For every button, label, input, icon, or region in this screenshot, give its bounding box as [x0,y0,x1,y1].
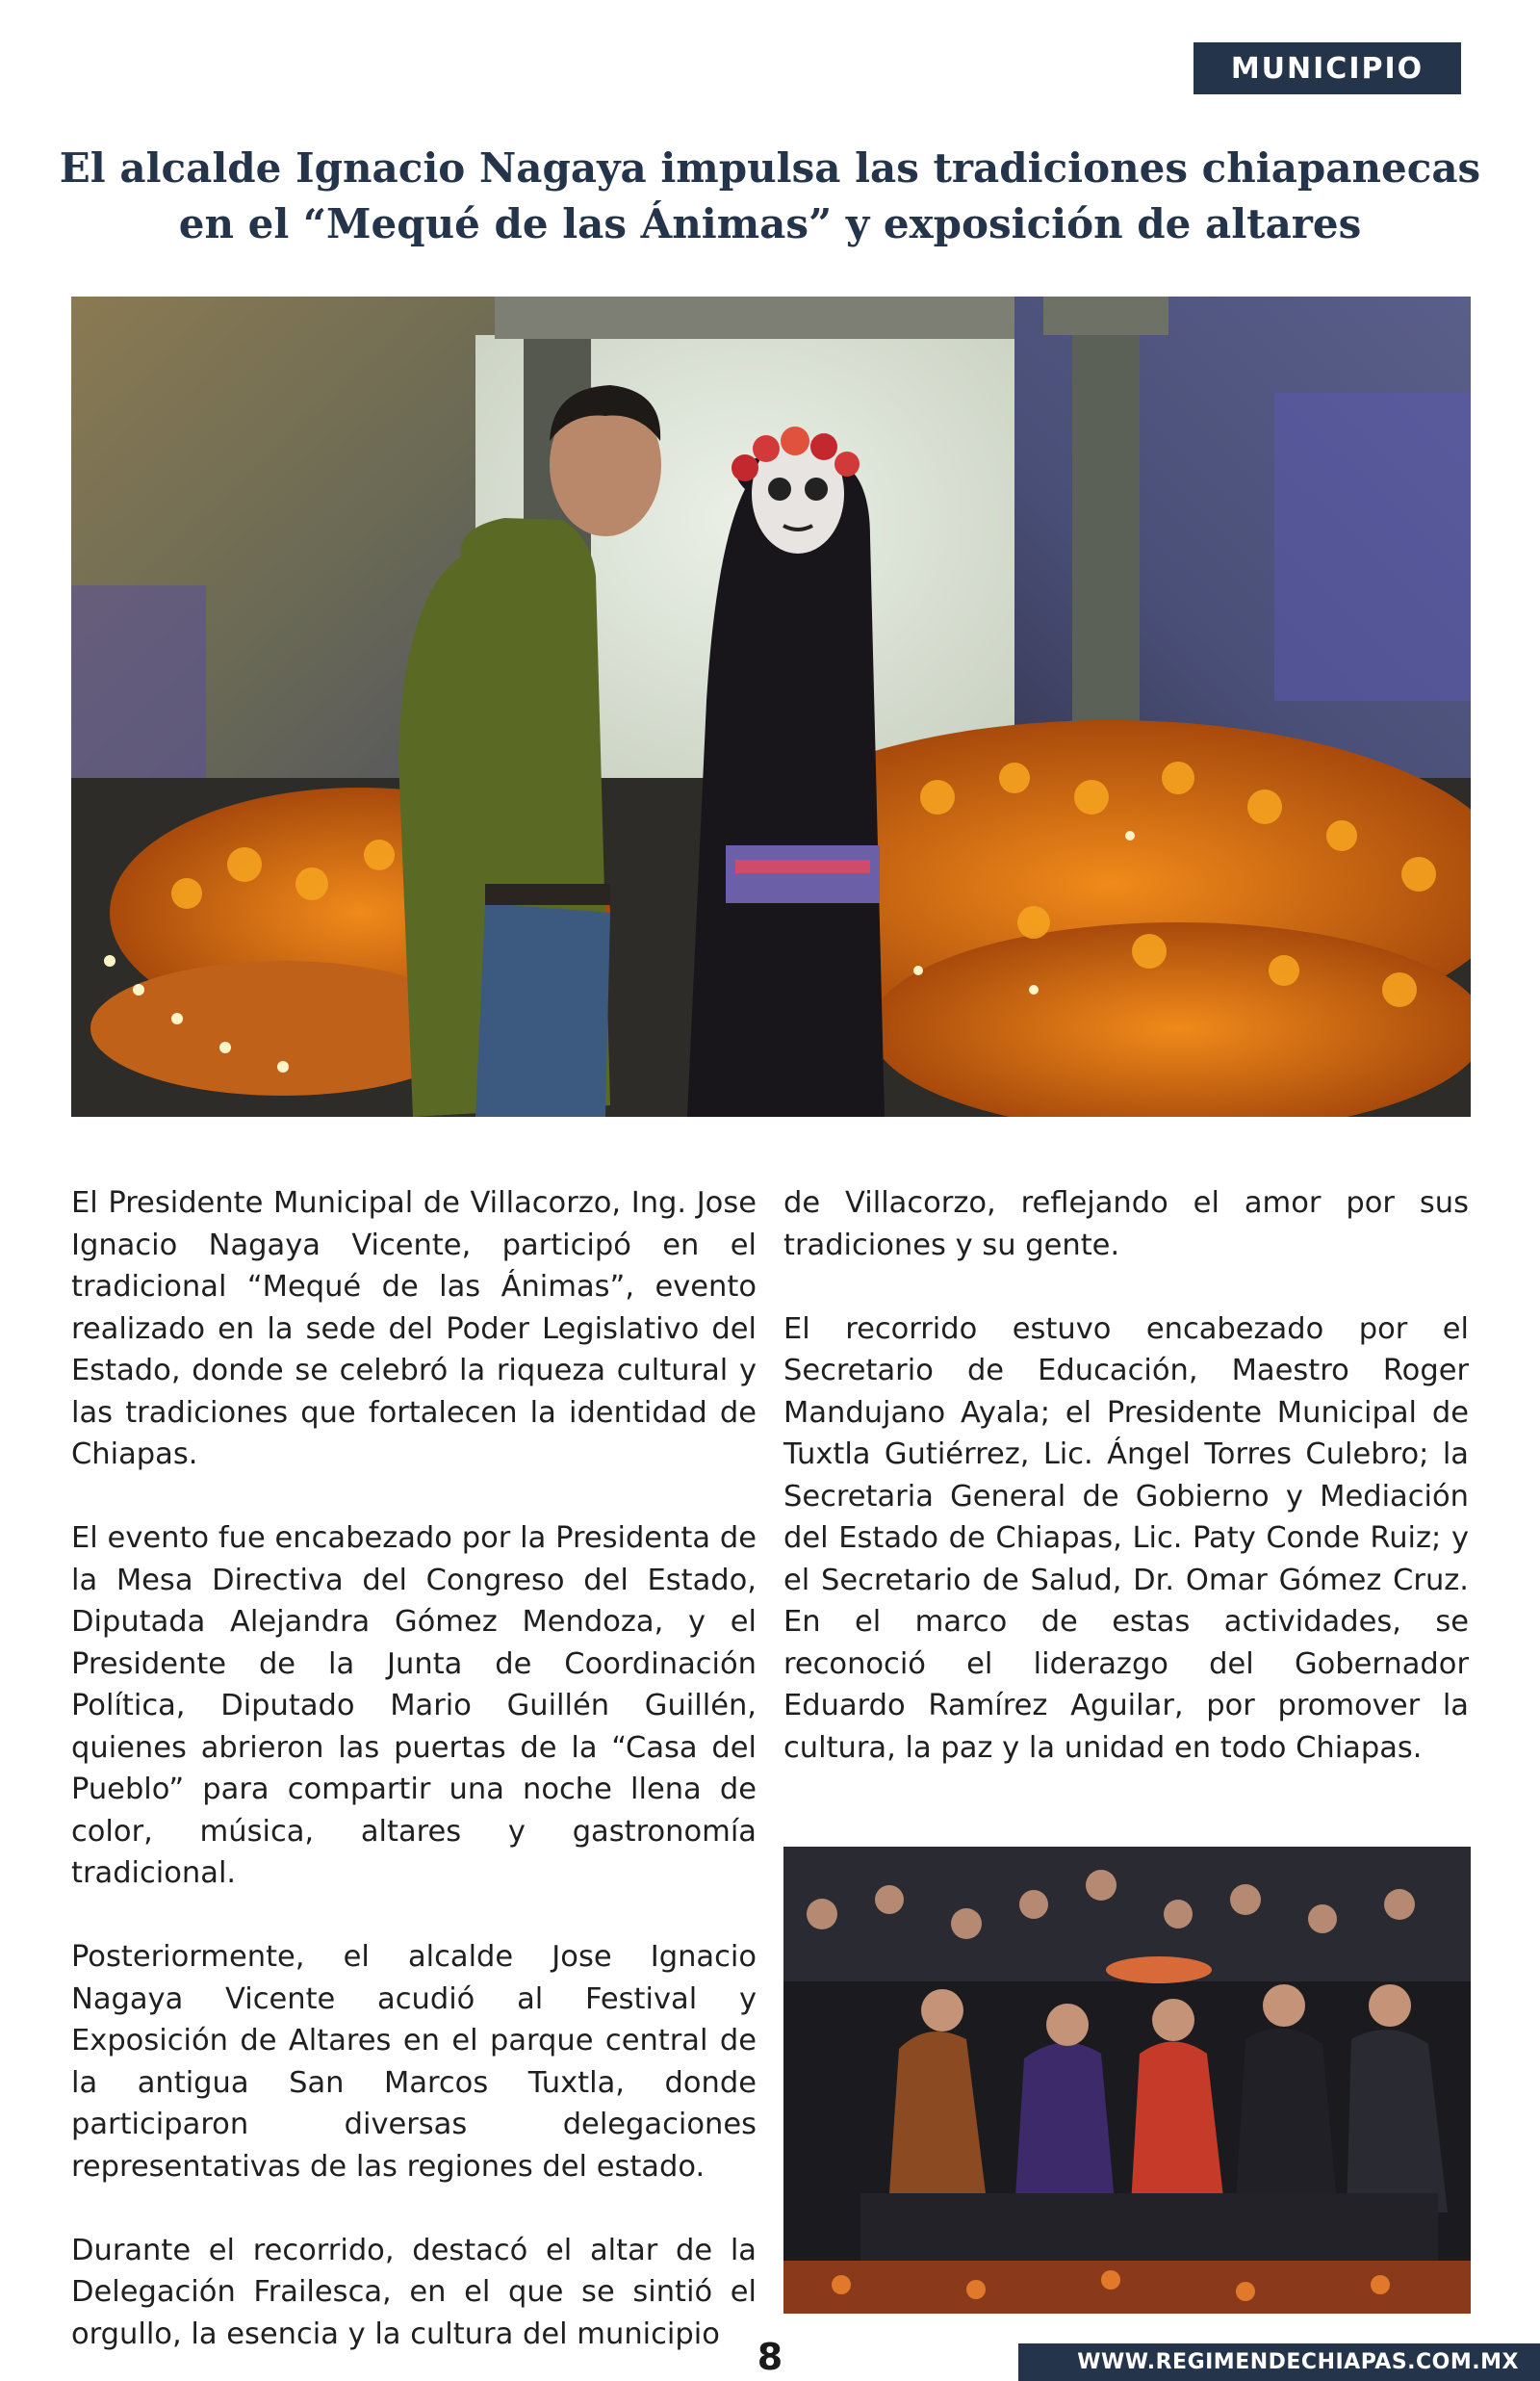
paragraph: El recorrido estuvo encabezado por el Secretario de Educación, Maestro Roger Mandujano Ayala; el Presidente Municipal de Tuxtla Gutiérrez, Lic. Ángel Torres Culebro; la Secretaria General de Gobierno y Mediación del Estado de Chiapas, Lic. Paty Conde Ruiz; y el Secretario de Salud, Dr. Omar Gómez Cruz. En el marco de estas actividades, se reconoció el liderazgo del Gobernador Eduardo Ramírez Aguilar, por promover la cultura, la paz y la unidad en todo Chiapas. [783,1311,1469,1765]
footer-website-url: WWW.REGIMENDECHIAPAS.COM.MX [1018,2343,1540,2381]
headline-line-2: en el “Mequé de las Ánimas” y exposición de altares [178,200,1362,247]
paragraph: Durante el recorrido, destacó el altar de la Delegación Frailesca, en el que se sintió el orgullo, la esencia y la cultura del municipio [71,2233,757,2351]
event-photo [783,1847,1471,2314]
article-right-column [783,1182,1469,1769]
main-photo [71,297,1471,1117]
paragraph: El Presidente Municipal de Villacorzo, Ing. Jose Ignacio Nagaya Vicente, participó en el tradicional “Mequé de las Ánimas”, evento realizado en la sede del Poder Legislativo del Estado, donde se celebró la riqueza cultural y las tradiciones que fortalecen la identidad de Chiapas. [71,1186,757,1471]
page-number: 8 [757,2336,783,2378]
section-label: MUNICIPIO [1194,42,1461,94]
article-headline [58,141,1482,252]
paragraph: Posteriormente, el alcalde Jose Ignacio Nagaya Vicente acudió al Festival y Exposición de Altares en el parque central de la antigua San Marcos Tuxtla, donde participaron diversas delegaciones representativas de las regiones del estado. [71,1940,757,2184]
article-left-column [71,1182,757,2355]
paragraph: de Villacorzo, reflejando el amor por sus tradiciones y su gente. [783,1186,1469,1262]
paragraph: El evento fue encabezado por la Presidenta de la Mesa Directiva del Congreso del Estado, Diputada Alejandra Gómez Mendoza, y el Presidente de la Junta de Coordinación Política, Diputado Mario Guillén Guillén, quienes abrieron las puertas de la “Casa del Pueblo” para compartir una noche llena de color, música, altares y gastronomía tradicional. [71,1521,757,1890]
headline-line-1: El alcalde Ignacio Nagaya impulsa las tradiciones chiapanecas [59,144,1481,192]
